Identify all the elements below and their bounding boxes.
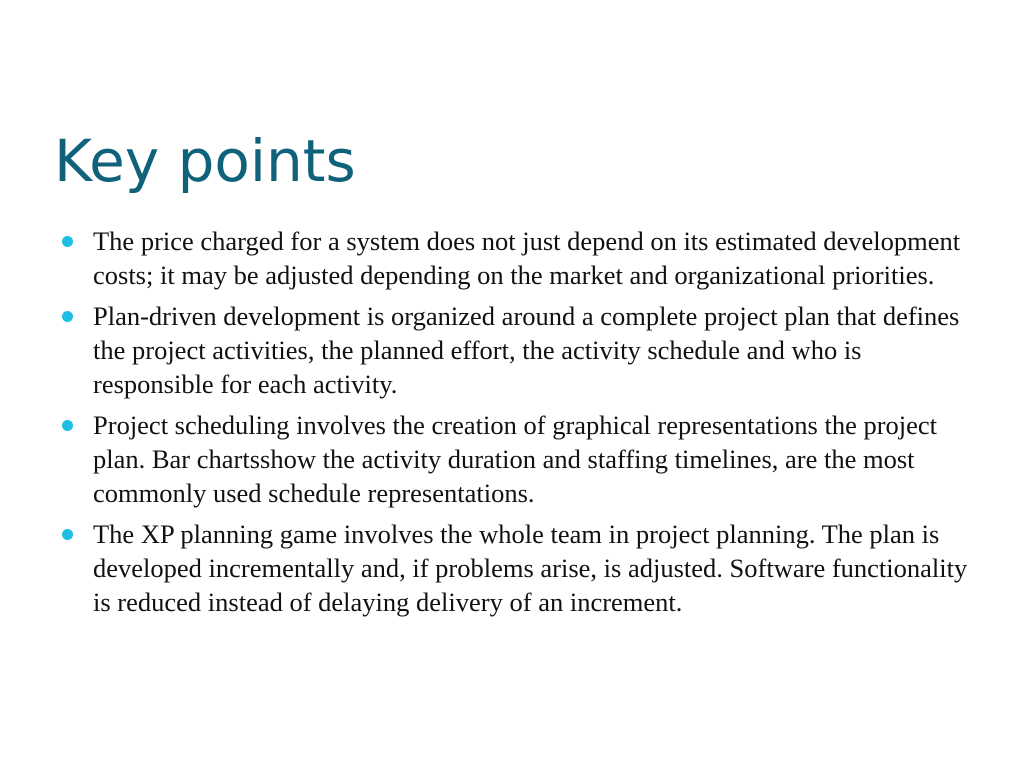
bullet-dot-icon — [62, 529, 73, 540]
bullet-dot-icon — [62, 420, 73, 431]
bullet-text: Plan-driven development is organized around a complete project plan that defines the project activities, the planned effort, the activity schedule and who is responsible for each activity. — [93, 301, 960, 399]
bullet-list — [60, 224, 980, 626]
bullet-text: The XP planning game involves the whole team in project planning. The plan is developed incrementally and, if problems arise, is adjusted. Software functionality is reduced instead of delaying delivery of an increment. — [93, 519, 968, 617]
bullet-item — [60, 224, 980, 292]
bullet-dot-icon — [62, 236, 73, 247]
bullet-dot-icon — [62, 311, 73, 322]
bullet-item — [60, 517, 980, 619]
bullet-item — [60, 408, 980, 510]
bullet-text: Project scheduling involves the creation of graphical representations the project plan. Bar chartsshow the activity duration and staffing timelines, are the most commonly used schedule representations. — [93, 410, 938, 508]
bullet-text: The price charged for a system does not just depend on its estimated development costs; it may be adjusted depending on the market and organizational priorities. — [93, 226, 961, 290]
slide-title: Key points — [54, 127, 356, 195]
bullet-item — [60, 299, 980, 401]
